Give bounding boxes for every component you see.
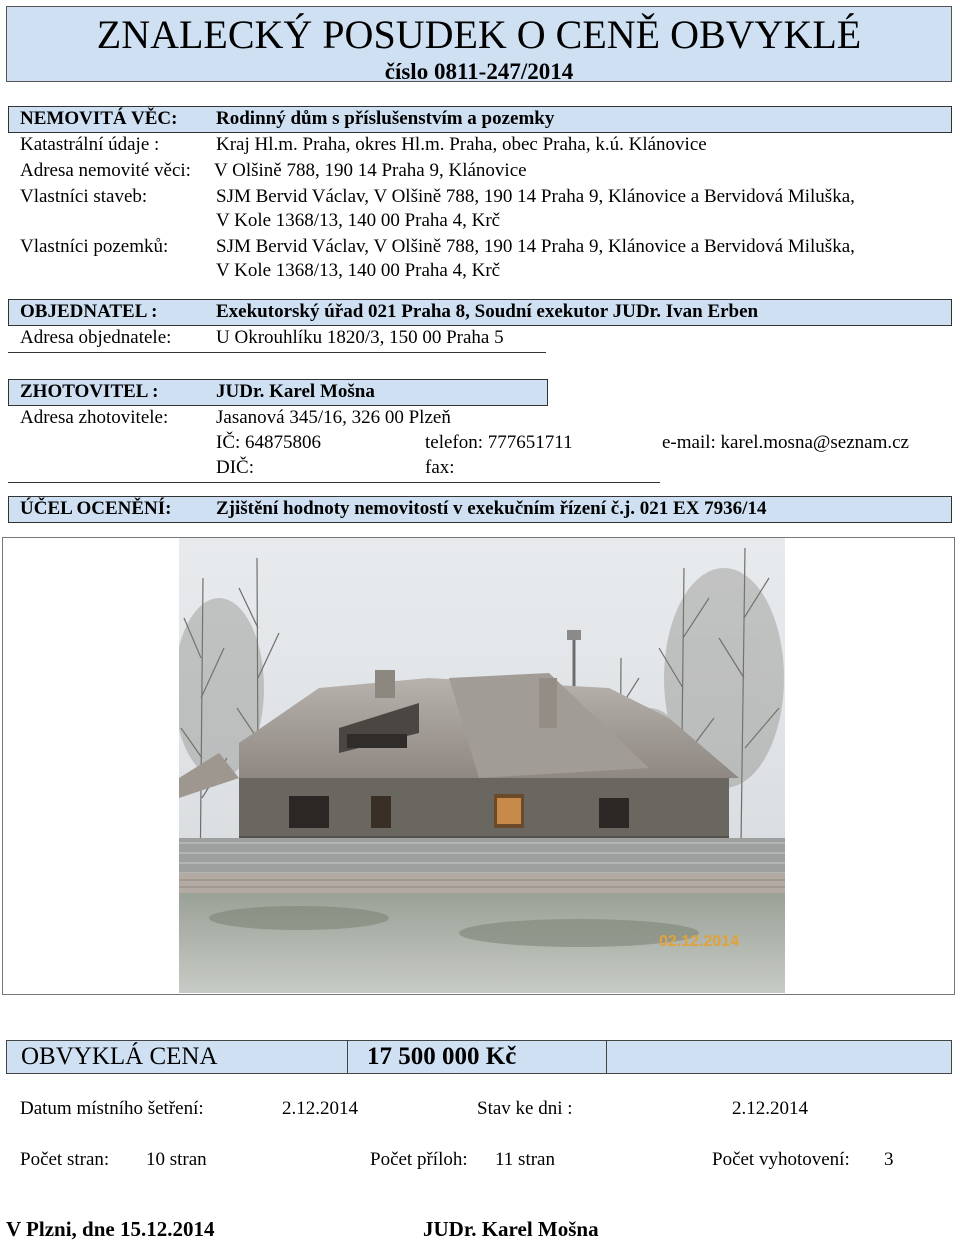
cadastral-label: Katastrální údaje : [20,134,160,155]
building-owners-line2: V Kole 1368/13, 140 00 Praha 4, Krč [216,210,501,231]
property-address-value: V Olšině 788, 190 14 Praha 9, Klánovice [214,160,527,181]
client-address-label: Adresa objednatele: [20,327,172,348]
purpose-value: Zjištění hodnoty nemovitostí v exekučním řízení č.j. 021 EX 7936/14 [216,498,767,519]
inspection-date: 2.12.2014 [282,1098,358,1119]
price-box [6,1040,952,1074]
price-value: 17 500 000 Kč [367,1043,517,1070]
photo-date-stamp: 02.12.2014 [659,933,740,950]
attachments-label: Počet příloh: [370,1149,468,1170]
attachments-value: 11 stran [495,1149,555,1170]
contractor-email: e-mail: karel.mosna@seznam.cz [662,432,909,453]
property-address-label: Adresa nemovité věci: [20,160,191,181]
building-owners-line1: SJM Bervid Václav, V Olšině 788, 190 14 Praha 9, Klánovice a Bervidová Miluška, [216,186,855,207]
title-box [6,6,952,82]
purpose-label: ÚČEL OCENĚNÍ: [20,498,172,519]
contractor-ic: IČ: 64875806 [216,432,322,453]
signature-name: JUDr. Karel Mošna [423,1217,599,1241]
document-title: ZNALECKÝ POSUDEK O CENĚ OBVYKLÉ [96,12,862,57]
house-photo [179,538,785,993]
contractor-phone: telefon: 777651711 [425,432,573,453]
land-owners-line2: V Kole 1368/13, 140 00 Praha 4, Krč [216,260,501,281]
contractor-address-value: Jasanová 345/16, 326 00 Plzeň [216,407,451,428]
copies-label: Počet vyhotovení: [712,1149,850,1170]
document-number: číslo 0811-247/2014 [384,59,574,84]
inspection-date-label: Datum místního šetření: [20,1098,204,1119]
pages-value: 10 stran [146,1149,207,1170]
contractor-value: JUDr. Karel Mošna [216,381,375,402]
contractor-divider [8,482,660,483]
client-divider [8,352,546,353]
contractor-dic: DIČ: [216,457,254,478]
place-date: V Plzni, dne 15.12.2014 [6,1217,215,1241]
cadastral-value: Kraj Hl.m. Praha, okres Hl.m. Praha, obec Praha, k.ú. Klánovice [216,134,707,155]
pages-label: Počet stran: [20,1149,110,1170]
contractor-address-label: Adresa zhotovitele: [20,407,169,428]
land-owners-label: Vlastníci pozemků: [20,236,169,257]
state-date: 2.12.2014 [732,1098,808,1119]
building-owners-label: Vlastníci staveb: [20,186,148,207]
copies-value: 3 [884,1149,894,1170]
client-value: Exekutorský úřad 021 Praha 8, Soudní exekutor JUDr. Ivan Erben [216,301,759,322]
contractor-label: ZHOTOVITEL : [20,381,159,402]
state-date-label: Stav ke dni : [477,1098,573,1119]
client-label: OBJEDNATEL : [20,301,158,322]
house-photo-frame [2,537,955,995]
property-label: NEMOVITÁ VĚC: [20,108,178,129]
price-label: OBVYKLÁ CENA [21,1043,218,1070]
client-address-value: U Okrouhlíku 1820/3, 150 00 Praha 5 [216,327,504,348]
property-value: Rodinný dům s příslušenstvím a pozemky [216,108,555,129]
contractor-fax: fax: [425,457,455,478]
land-owners-line1: SJM Bervid Václav, V Olšině 788, 190 14 Praha 9, Klánovice a Bervidová Miluška, [216,236,855,257]
